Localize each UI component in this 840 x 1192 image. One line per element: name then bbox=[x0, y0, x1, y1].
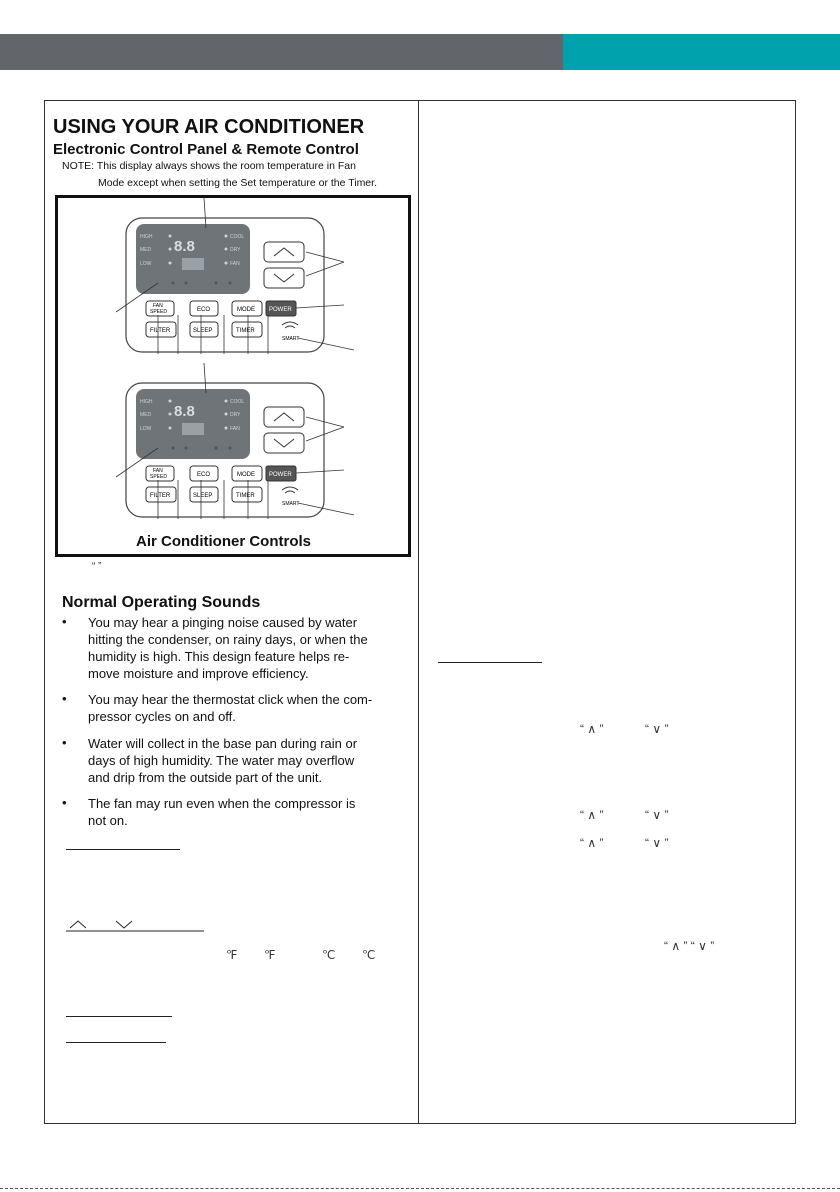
column-divider bbox=[418, 100, 419, 1124]
bottom-dashed-rule bbox=[0, 1188, 840, 1189]
quote-up-3: “ ∧ ” bbox=[580, 836, 604, 850]
sound-item-3: Water will collect in the base pan during rain or days of high humidity. The water may overflow and drip from the outside part of the unit. bbox=[88, 736, 358, 785]
bullet-dot: • bbox=[62, 691, 67, 706]
note-line-2: Mode except when setting the Set temperature or the Timer. bbox=[98, 177, 377, 189]
svg-text:SMART: SMART bbox=[282, 501, 300, 507]
unit-f1: ℉ bbox=[226, 948, 238, 962]
svg-text:MED: MED bbox=[140, 247, 152, 253]
bullet-dot: • bbox=[62, 795, 67, 810]
header-accent bbox=[563, 34, 840, 70]
display-digits: 8.8 bbox=[174, 238, 195, 255]
svg-text:FILTER: FILTER bbox=[150, 328, 171, 334]
bullet-dot: • bbox=[62, 614, 67, 629]
svg-text:POWER: POWER bbox=[269, 307, 292, 313]
svg-text:FAN: FAN bbox=[230, 426, 240, 432]
sound-item-1: You may hear a pinging noise caused by water hitting the condenser, on rainy days, or when the humidity is high. This design feature helps re- move moisture and improve efficiency. bbox=[88, 615, 368, 681]
section-subtitle: Electronic Control Panel & Remote Control bbox=[53, 141, 359, 158]
underline-rule bbox=[66, 1042, 166, 1043]
svg-text:DRY: DRY bbox=[230, 412, 241, 418]
unit-c1: ℃ bbox=[322, 948, 336, 962]
svg-text:HIGH: HIGH bbox=[140, 399, 153, 405]
quote-glyph: “ ” bbox=[92, 561, 102, 572]
panel-bottom bbox=[116, 363, 354, 519]
unit-f2: ℉ bbox=[264, 948, 276, 962]
control-diagram bbox=[55, 195, 411, 557]
sound-item-2: You may hear the thermostat click when the com- pressor cycles on and off. bbox=[88, 692, 373, 724]
svg-text:ECO: ECO bbox=[197, 307, 211, 313]
svg-text:COOL: COOL bbox=[230, 234, 245, 240]
display-digits-2: 8.8 bbox=[174, 403, 195, 420]
svg-text:MED: MED bbox=[140, 412, 152, 418]
svg-text:POWER: POWER bbox=[269, 472, 292, 478]
quote-down-1: “ ∨ ” bbox=[645, 722, 669, 736]
underline-rule bbox=[438, 662, 542, 663]
svg-text:HIGH: HIGH bbox=[140, 234, 153, 240]
unit-c2: ℃ bbox=[362, 948, 376, 962]
underline-rule bbox=[66, 1016, 172, 1017]
quote-updown: “ ∧ ” “ ∨ ” bbox=[664, 939, 715, 953]
svg-text:SPEED: SPEED bbox=[150, 309, 167, 315]
svg-text:COOL: COOL bbox=[230, 399, 245, 405]
svg-text:FAN: FAN bbox=[230, 261, 240, 267]
header-bar bbox=[0, 34, 563, 70]
svg-text:LOW: LOW bbox=[140, 426, 152, 432]
svg-text:TIMER: TIMER bbox=[236, 328, 255, 334]
svg-text:TIMER: TIMER bbox=[236, 493, 255, 499]
svg-text:DRY: DRY bbox=[230, 247, 241, 253]
arrow-keys-icon bbox=[66, 916, 206, 932]
sounds-heading: Normal Operating Sounds bbox=[62, 594, 261, 611]
svg-text:SPEED: SPEED bbox=[150, 474, 167, 480]
note-line-1: NOTE: This display always shows the room temperature in Fan bbox=[62, 160, 356, 172]
svg-text:FILTER: FILTER bbox=[150, 493, 171, 499]
svg-text:ECO: ECO bbox=[197, 472, 211, 478]
panel-top bbox=[116, 198, 354, 354]
svg-text:MODE: MODE bbox=[237, 472, 255, 478]
page-title: USING YOUR AIR CONDITIONER bbox=[53, 116, 365, 138]
sound-item-4: The fan may run even when the compressor is not on. bbox=[88, 796, 356, 828]
underline-rule bbox=[66, 849, 180, 850]
bullet-dot: • bbox=[62, 735, 67, 750]
svg-text:FAN: FAN bbox=[153, 468, 163, 474]
svg-text:LOW: LOW bbox=[140, 261, 152, 267]
svg-text:SMART: SMART bbox=[282, 336, 300, 342]
svg-text:MODE: MODE bbox=[237, 307, 255, 313]
quote-up-2: “ ∧ ” bbox=[580, 808, 604, 822]
svg-text:FAN: FAN bbox=[153, 303, 163, 309]
svg-text:SLEEP: SLEEP bbox=[193, 328, 213, 334]
svg-text:SLEEP: SLEEP bbox=[193, 493, 213, 499]
control-panel-illustration bbox=[58, 198, 408, 554]
diagram-caption: Air Conditioner Controls bbox=[136, 533, 311, 550]
quote-up-1: “ ∧ ” bbox=[580, 722, 604, 736]
quote-down-3: “ ∨ ” bbox=[645, 836, 669, 850]
quote-down-2: “ ∨ ” bbox=[645, 808, 669, 822]
